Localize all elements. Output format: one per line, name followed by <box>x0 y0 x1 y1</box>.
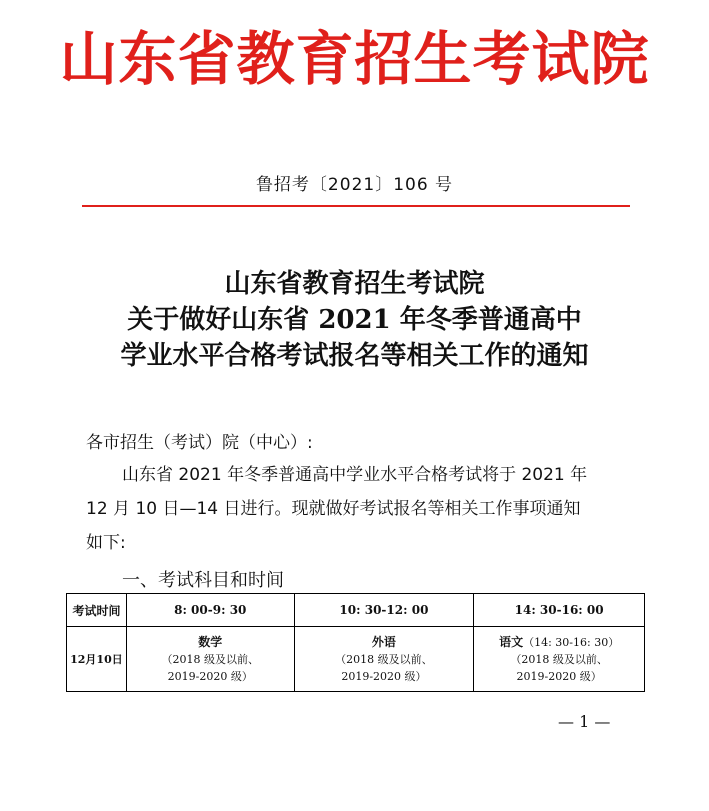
body-line-3: 如下: <box>86 533 126 553</box>
document-number: 鲁招考〔2021〕106 号 <box>255 175 454 195</box>
body-line-2: 12 月 10 日—14 日进行。现就做好考试报名等相关工作事项通知 <box>86 499 581 519</box>
subject-name: 数学 <box>198 634 223 649</box>
notice-title <box>0 266 709 374</box>
header-cell-slot-1: 8: 00-9: 30 <box>126 594 294 627</box>
grade-note-line-1: （2018 级及以前、 <box>161 652 259 666</box>
title-line-2: 关于做好山东省 2021 年冬季普通高中 <box>127 305 582 335</box>
subject-name: 语文 <box>499 634 524 649</box>
exam-schedule-table <box>66 593 645 692</box>
title-line-1: 山东省教育招生考试院 <box>224 269 485 299</box>
header-cell-exam-time: 考试时间 <box>67 594 127 627</box>
title-line-3: 学业水平合格考试报名等相关工作的通知 <box>120 341 589 371</box>
masthead: 山东省教育招生考试院 <box>59 25 650 93</box>
grade-note-line-1: （2018 级及以前、 <box>510 652 608 666</box>
subject-name: 外语 <box>371 634 396 649</box>
grade-note-line-2: 2019-2020 级） <box>516 669 602 683</box>
subject-time-note: （14: 30-16: 30） <box>523 635 620 649</box>
body-paragraph <box>86 458 636 560</box>
table-cell <box>294 627 474 692</box>
salutation: 各市招生（考试）院（中心）: <box>86 433 313 453</box>
red-divider-line <box>82 205 630 207</box>
row-date: 12月10日 <box>67 627 127 692</box>
grade-note-line-1: （2018 级及以前、 <box>335 652 433 666</box>
table-header-row <box>67 594 645 627</box>
section-heading: 一、考试科目和时间 <box>122 570 284 591</box>
grade-note-line-2: 2019-2020 级） <box>167 669 253 683</box>
page-number: — 1 — <box>558 712 611 731</box>
grade-note-line-2: 2019-2020 级） <box>341 669 427 683</box>
table-cell <box>474 627 645 692</box>
body-line-1: 山东省 2021 年冬季普通高中学业水平合格考试将于 2021 年 <box>122 465 588 485</box>
table-row <box>67 627 645 692</box>
table-cell <box>126 627 294 692</box>
header-cell-slot-3: 14: 30-16: 00 <box>474 594 645 627</box>
header-cell-slot-2: 10: 30-12: 00 <box>294 594 474 627</box>
